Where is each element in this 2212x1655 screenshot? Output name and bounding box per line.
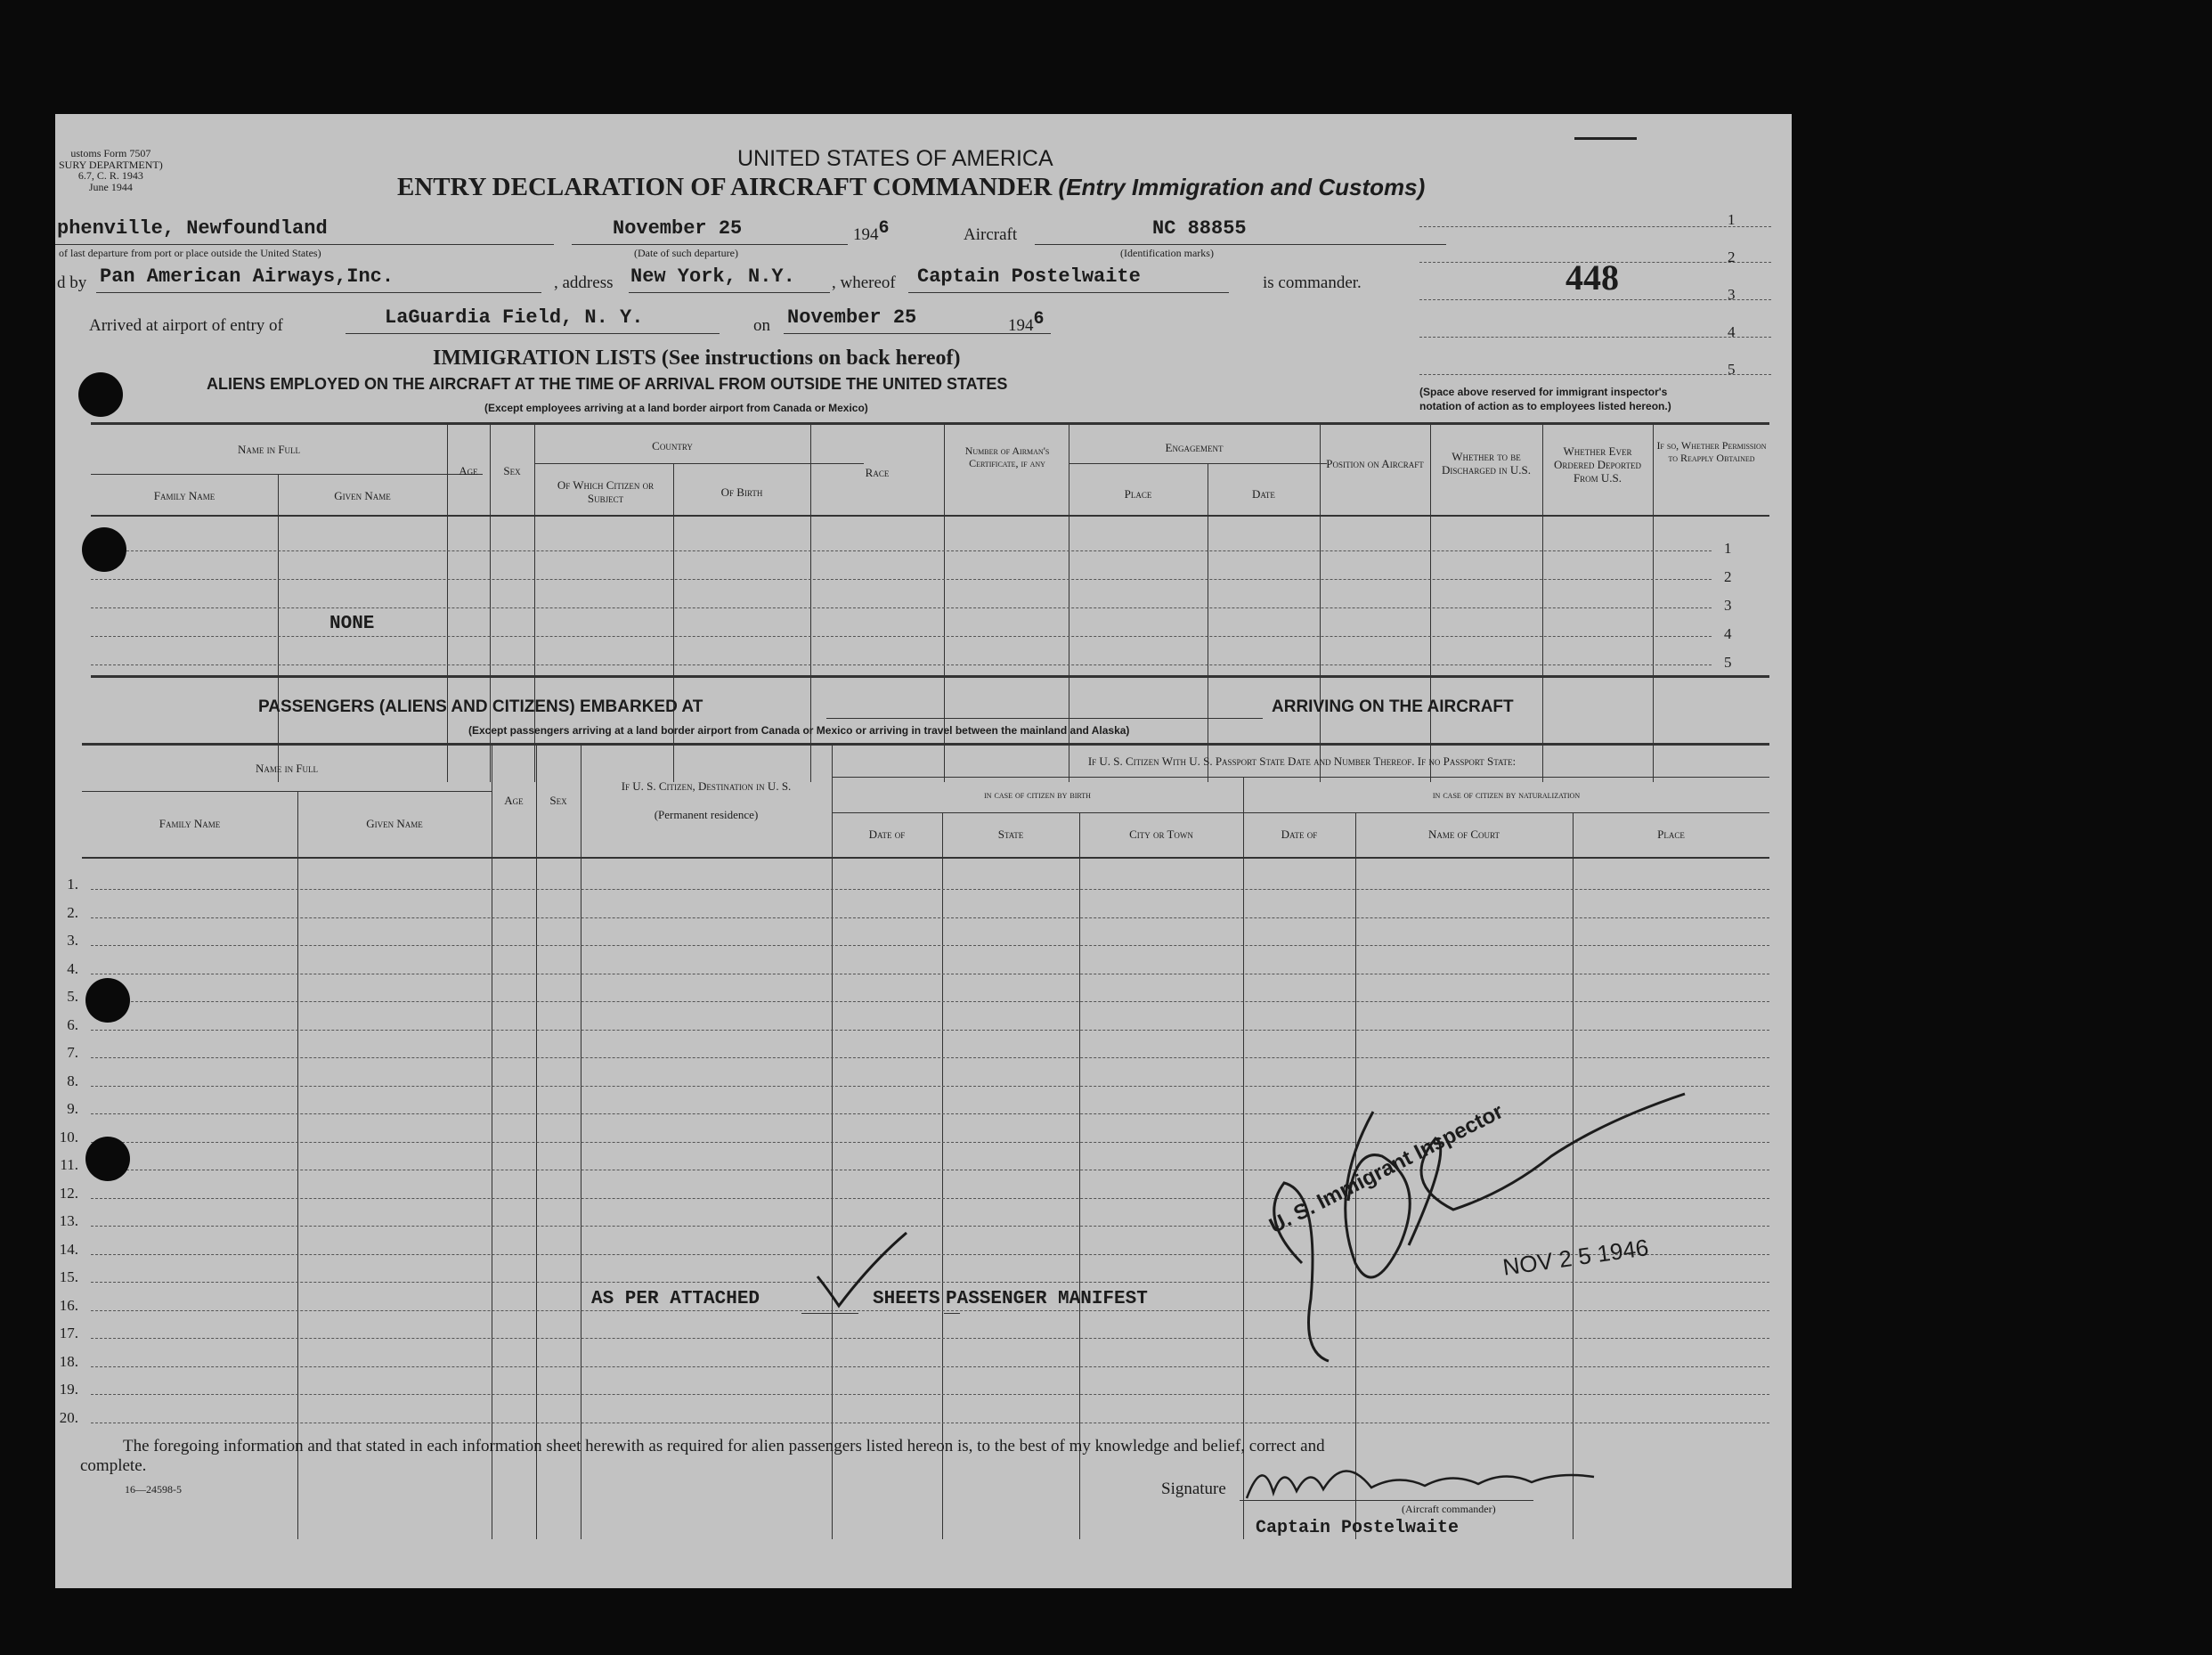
table-rule — [1243, 777, 1244, 1539]
punch-hole — [85, 978, 130, 1023]
table-rule — [1079, 812, 1080, 1539]
manifest-note: AS PER ATTACHED — [591, 1289, 760, 1309]
table-row — [91, 607, 1712, 608]
year-prefix: 194 — [853, 225, 879, 244]
arrival-date: November 25 — [787, 306, 917, 329]
table-rule — [1069, 463, 1327, 464]
col-header-eng-place: Place — [1124, 487, 1152, 501]
inspector-line-number: 5 — [1728, 361, 1736, 378]
table-rule — [534, 463, 864, 464]
signature-icon — [1238, 1447, 1612, 1509]
row-number: 17. — [59, 1325, 78, 1341]
col-header-by-naturalization: in case of citizen by naturalization — [1432, 788, 1581, 801]
col-header-place: Place — [1657, 828, 1685, 841]
table-row — [91, 1394, 1769, 1395]
row-number: 12. — [59, 1184, 78, 1202]
aircraft-id: NC 88855 — [1152, 217, 1247, 240]
inspector-line-number: 1 — [1728, 211, 1736, 228]
address-label: , address — [554, 273, 614, 292]
form-id-line: ustoms Form 7507 — [70, 147, 151, 159]
departure-year — [853, 218, 890, 245]
table-rule — [1653, 422, 1654, 782]
table-rule — [1542, 422, 1543, 782]
form-title — [397, 175, 1425, 200]
form-id-line: June 1944 — [88, 180, 133, 193]
arrival-on-label: on — [753, 316, 770, 335]
row-number: 1. — [67, 876, 78, 893]
rule — [944, 1313, 960, 1314]
row-number: 5 — [1724, 654, 1732, 671]
owner-prefix: d by — [57, 273, 87, 292]
form-id — [59, 148, 163, 192]
table-rule — [942, 812, 943, 1539]
immigration-subtitle: ALIENS EMPLOYED ON THE AIRCRAFT AT THE TIME OF ARRIVAL FROM OUTSIDE THE UNITED STATES — [207, 375, 1008, 393]
arrival-label: Arrived at airport of entry of — [89, 316, 283, 335]
row-number: 9. — [67, 1100, 78, 1117]
col-header-age: Age — [459, 464, 478, 477]
row-number: 13. — [59, 1212, 78, 1229]
commander-suffix: is commander. — [1263, 273, 1362, 292]
none-entry: NONE — [329, 614, 375, 634]
whereof-label: , whereof — [832, 273, 896, 292]
table-rule — [832, 777, 1769, 778]
row-number: 4. — [67, 959, 78, 977]
row-number: 2 — [1724, 568, 1732, 585]
table-rule — [297, 791, 298, 1539]
col-header-birth-date: Date of — [868, 828, 906, 841]
col-header-family: Family Name — [153, 489, 216, 502]
arrival-airport: LaGuardia Field, N. Y. — [385, 306, 644, 329]
col-header-age: Age — [504, 794, 524, 807]
row-number: 14. — [59, 1240, 78, 1258]
row-number: 18. — [59, 1352, 78, 1370]
rule — [629, 292, 830, 293]
col-header-name: Name in Full — [255, 762, 319, 775]
year-prefix: 194 — [1008, 316, 1034, 335]
table-row — [91, 1030, 1769, 1031]
form-id-line: 6.7, C. R. 1943 — [77, 169, 143, 183]
departure-place: phenville, Newfoundland — [57, 217, 328, 240]
col-header-by-birth: in case of citizen by birth — [984, 788, 1091, 801]
row-number: 6. — [67, 1015, 78, 1033]
departure-date: November 25 — [613, 217, 743, 240]
table-rule — [91, 474, 483, 475]
punch-hole — [82, 527, 126, 572]
table-row — [91, 917, 1769, 918]
departure-date-caption: (Date of such departure) — [634, 247, 738, 259]
col-header-destination-sub: (Permanent residence) — [654, 808, 759, 821]
row-number: 1 — [1724, 540, 1732, 557]
rule — [346, 333, 720, 334]
col-header-country: Country — [652, 439, 693, 452]
inspector-note: notation of action as to employees listed hereon.) — [1419, 400, 1671, 412]
stamp-title: U. S. Immigrant Inspector — [1265, 1099, 1508, 1239]
immigration-title: IMMIGRATION LISTS (See instructions on back hereof) — [433, 346, 961, 370]
rule — [1419, 226, 1771, 227]
form-title-sub: (Entry Immigration and Customs) — [1058, 174, 1426, 200]
punch-hole — [78, 372, 123, 417]
clip-mark — [1574, 137, 1637, 140]
row-number: 15. — [59, 1268, 78, 1285]
passengers-title-left: PASSENGERS (ALIENS AND CITIZENS) EMBARKED AT — [258, 697, 703, 716]
form-id-line: SURY DEPARTMENT) — [59, 158, 163, 171]
row-number: 4 — [1724, 625, 1732, 642]
col-header-given: Given Name — [334, 489, 391, 502]
row-number: 8. — [67, 1072, 78, 1089]
table-row — [91, 945, 1769, 946]
table-rule — [1320, 422, 1321, 782]
row-number: 19. — [59, 1381, 78, 1398]
certification-end: complete. — [80, 1456, 147, 1475]
owner-name: Pan American Airways,Inc. — [100, 265, 394, 288]
row-number: 11. — [60, 1156, 78, 1173]
table-row — [91, 636, 1712, 637]
row-number: 16. — [59, 1296, 78, 1314]
col-header-race: Race — [865, 466, 890, 479]
rule — [1035, 244, 1446, 245]
table-rule — [82, 791, 492, 792]
form-title-main: ENTRY DECLARATION OF AIRCRAFT COMMANDER — [397, 173, 1053, 201]
rule — [55, 244, 554, 245]
immigration-note: (Except employees arriving at a land border airport from Canada or Mexico) — [484, 402, 868, 414]
col-header-state: State — [997, 828, 1024, 841]
rule — [826, 718, 1263, 719]
col-header-engagement: Engagement — [1165, 441, 1224, 454]
inspector-initials-icon — [1248, 1085, 1747, 1379]
form-sheet — [55, 114, 1792, 1588]
col-header-name: Name in Full — [237, 443, 301, 456]
aircraft-label: Aircraft — [964, 225, 1018, 244]
punch-hole — [85, 1137, 130, 1181]
rule — [1419, 337, 1771, 338]
passengers-title-right: ARRIVING ON THE AIRCRAFT — [1272, 697, 1514, 716]
aircraft-caption: (Identification marks) — [1120, 247, 1214, 259]
passengers-note: (Except passengers arriving at a land border airport from Canada or Mexico or arriving in travel between the mainland and Alaska) — [468, 724, 1130, 737]
stamp-date: NOV 2 5 1946 — [1500, 1234, 1651, 1281]
rule — [572, 244, 848, 245]
table-row — [91, 550, 1712, 551]
row-number: 7. — [67, 1044, 78, 1061]
col-header-sex: Sex — [549, 794, 567, 807]
rule — [1419, 374, 1771, 375]
col-header-family: Family Name — [159, 817, 221, 830]
table-rule — [91, 422, 1769, 425]
rule — [908, 292, 1229, 293]
departure-place-caption: of last departure from port or place outside the United States) — [59, 247, 321, 259]
col-header-sex: Sex — [503, 464, 521, 477]
col-header-eng-date: Date — [1252, 487, 1275, 501]
row-number: 3 — [1724, 597, 1732, 614]
table-row — [91, 889, 1769, 890]
table-rule — [82, 857, 1769, 859]
manifest-sheets: SHEETS — [873, 1289, 940, 1309]
col-header-nat-date: Date of — [1281, 828, 1318, 841]
section-rule — [91, 675, 1769, 678]
col-header-given: Given Name — [366, 817, 423, 830]
table-rule — [1430, 422, 1431, 782]
inspector-line-number: 3 — [1728, 286, 1736, 303]
signature-label: Signature — [1161, 1480, 1226, 1498]
col-header-citizen-of: Of Which Citizen or Subject — [557, 478, 655, 505]
col-header-destination: If U. S. Citizen, Destination in U. S. — [621, 779, 792, 793]
certification-text: The foregoing information and that stated in each information sheet herewith as required for alien passengers listed hereon is, to the best of my knowledge and belief, correct and — [123, 1437, 1325, 1455]
manifest-type: PASSENGER MANIFEST — [946, 1289, 1148, 1309]
table-rule — [278, 474, 279, 782]
rule — [96, 292, 541, 293]
table-rule — [832, 812, 1769, 813]
row-number: 5. — [67, 988, 78, 1005]
row-number: 3. — [67, 932, 78, 949]
rule — [1419, 299, 1771, 300]
commander-name: Captain Postelwaite — [917, 265, 1141, 288]
col-header-airman-cert: Number of Airman's Certificate, if any — [964, 444, 1050, 469]
col-header-position: Position on Aircraft — [1326, 457, 1424, 470]
inspector-line-number: 2 — [1728, 249, 1736, 265]
table-rule — [82, 743, 1769, 746]
row-number: 10. — [59, 1128, 78, 1145]
year-digit: 6 — [878, 218, 890, 239]
signature-caption: (Aircraft commander) — [1402, 1503, 1496, 1515]
col-header-of-birth: Of Birth — [720, 485, 763, 499]
col-header-passport: If U. S. Citizen With U. S. Passport State Date and Number Thereof. If no Passport State: — [1087, 754, 1517, 768]
col-header-deported: Whether Ever Ordered Deported From U.S. — [1554, 444, 1641, 485]
col-header-city: City or Town — [1129, 828, 1193, 841]
row-number: 2. — [67, 903, 78, 921]
row-number: 20. — [59, 1408, 78, 1426]
col-header-court: Name of Court — [1427, 828, 1500, 841]
inspector-note: (Space above reserved for immigrant inspector's — [1419, 386, 1668, 398]
check-mark-icon — [809, 1227, 933, 1317]
col-header-permission: If so, Whether Permission to Reapply Obtained — [1656, 439, 1767, 464]
col-header-discharged: Whether to be Discharged in U.S. — [1441, 450, 1531, 477]
table-row — [91, 664, 1712, 665]
table-row — [91, 1057, 1769, 1058]
owner-address: New York, N.Y. — [630, 265, 795, 288]
inspector-line-number: 4 — [1728, 323, 1736, 340]
arrival-year — [1008, 309, 1045, 336]
year-digit: 6 — [1033, 309, 1045, 330]
country-title: UNITED STATES OF AMERICA — [737, 146, 1053, 171]
form-footer-code: 16—24598-5 — [125, 1483, 182, 1496]
table-row — [91, 1001, 1769, 1002]
signer-name: Captain Postelwaite — [1256, 1518, 1460, 1538]
inspector-number: 448 — [1565, 257, 1619, 298]
table-rule — [91, 515, 1769, 517]
table-row — [91, 579, 1712, 580]
